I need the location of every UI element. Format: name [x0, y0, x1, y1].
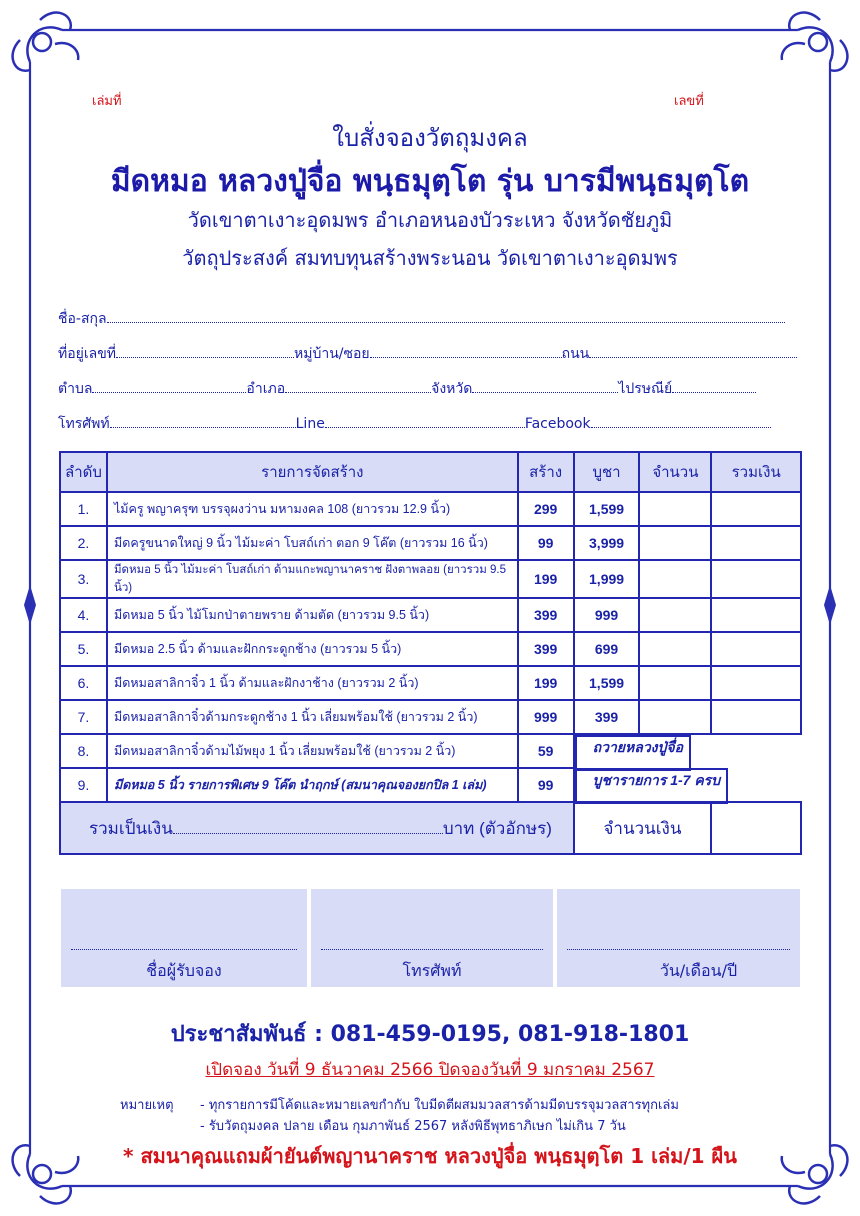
- row-made: 99: [518, 526, 574, 560]
- row-made: 59: [518, 734, 574, 768]
- phone-line: [321, 949, 543, 950]
- receiver-line: [71, 949, 297, 950]
- row-price: 999: [574, 598, 640, 632]
- row-made: 199: [518, 560, 574, 598]
- left-diamond-ornament: [24, 585, 36, 625]
- row-no: 3.: [60, 560, 107, 598]
- row-made: 199: [518, 666, 574, 700]
- line-input-line[interactable]: [325, 415, 525, 428]
- receiver-signature-box[interactable]: [61, 889, 307, 987]
- row-made: 399: [518, 598, 574, 632]
- row-qty-input[interactable]: [639, 632, 711, 666]
- header-price: บูชา: [574, 452, 640, 492]
- road-label: ถนน: [561, 346, 590, 362]
- row-price: 1,599: [574, 492, 640, 526]
- row-price: 3,999: [574, 526, 640, 560]
- purpose-line: วัตถุประสงค์ สมทบทุนสร้างพระนอน วัดเขาตาเงาะอุดมพร: [182, 246, 678, 270]
- row-qty-input[interactable]: [639, 492, 711, 526]
- row-item: มีดหมอ 5 นิ้ว ไม้มะค่า โบสถ์เก่า ด้ามแกะพญานาคราช ฝังตาพลอย (ยาวรวม 9.5 นิ้ว): [107, 560, 518, 598]
- header-total: รวมเงิน: [711, 452, 801, 492]
- phone-input-line[interactable]: [110, 415, 296, 428]
- row-price: 699: [574, 632, 640, 666]
- address-input-line[interactable]: [116, 345, 294, 358]
- name-field-row[interactable]: [58, 308, 803, 330]
- booking-dates: เปิดจอง วันที่ 9 ธันวาคม 2566 ปิดจองวันที่ 9 มกราคม 2567: [205, 1060, 655, 1080]
- note-label: หมายเหตุ: [120, 1098, 174, 1113]
- row-no: 1.: [60, 492, 107, 526]
- note-line-1: - ทุกรายการมีโค้ดและหมายเลขกำกับ ใบมีดตีผสมมวลสารด้ามมีดบรรจุมวลสารทุกเล่ม: [200, 1098, 679, 1113]
- row-total-input[interactable]: [711, 492, 801, 526]
- contact-numbers: ประชาสัมพันธ์ : 081-459-0195, 081-918-1801: [170, 1022, 690, 1047]
- table-row: [60, 768, 801, 802]
- total-text-cell[interactable]: [60, 802, 574, 854]
- total-text-line[interactable]: [173, 821, 443, 834]
- header-item: รายการจัดสร้าง: [107, 452, 518, 492]
- row-no: 6.: [60, 666, 107, 700]
- village-label: หมู่บ้าน/ซอย: [294, 346, 370, 362]
- table-header-row: [60, 452, 801, 492]
- row-total-input[interactable]: [711, 526, 801, 560]
- district-label: อำเภอ: [246, 381, 286, 397]
- receiver-label: ชื่อผู้รับจอง: [146, 961, 222, 980]
- row-no: 2.: [60, 526, 107, 560]
- row-total-input[interactable]: [711, 598, 801, 632]
- row-price: 1,999: [574, 560, 640, 598]
- table-row: [60, 632, 801, 666]
- row-made: 99: [518, 768, 574, 802]
- province-label: จังหวัด: [431, 381, 473, 397]
- date-line: [567, 949, 790, 950]
- address-field-row[interactable]: [58, 343, 803, 365]
- row-made: 399: [518, 632, 574, 666]
- corner-flourish-top-right: [782, 13, 848, 71]
- row-total-input[interactable]: [711, 632, 801, 666]
- postcode-label: ไปรษณีย์: [618, 381, 673, 397]
- road-input-line[interactable]: [589, 345, 797, 358]
- corner-flourish-top-left: [13, 13, 79, 71]
- form-title: ใบสั่งจองวัตถุมงคล: [332, 124, 528, 152]
- row-no: 8.: [60, 734, 107, 768]
- district-input-line[interactable]: [285, 380, 431, 393]
- row-item: มีดหมอ 5 นิ้ว ไม้โมกป่าตายพราย ด้ามตัด (ยาวรวม 9.5 นิ้ว): [107, 598, 518, 632]
- header-no: ลำดับ: [60, 452, 107, 492]
- row-item: มีดหมอสาลิกาจิ๋วด้ามกระดูกช้าง 1 นิ้ว เลี่ยมพร้อมใช้ (ยาวรวม 2 นิ้ว): [107, 700, 518, 734]
- book-number-label: เล่มที่: [92, 94, 122, 109]
- row-no: 5.: [60, 632, 107, 666]
- contact-field-row[interactable]: [58, 413, 803, 435]
- form-number-label: เลขที่: [674, 94, 704, 109]
- row-no: 4.: [60, 598, 107, 632]
- temple-address: วัดเขาตาเงาะอุดมพร อำเภอหนองบัวระเหว จังหวัดชัยภูมิ: [187, 208, 673, 232]
- phone-sig-label: โทรศัพท์: [402, 961, 462, 980]
- location-field-row[interactable]: [58, 378, 803, 400]
- row-item: มีดหมอสาลิกาจิ๋วด้ามไม้พยุง 1 นิ้ว เลี่ยมพร้อมใช้ (ยาวรวม 2 นิ้ว): [107, 734, 518, 768]
- facebook-label: Facebook: [524, 416, 591, 432]
- row-qty-input[interactable]: [639, 598, 711, 632]
- row-price: 1,599: [574, 666, 640, 700]
- form-subtitle: มีดหมอ หลวงปู่จื่อ พนฺธมุตฺโต รุ่น บารมีพนฺธมุตฺโต: [110, 164, 750, 199]
- facebook-input-line[interactable]: [591, 415, 771, 428]
- note-line-2: - รับวัตถุมงคล ปลาย เดือน กุมภาพันธ์ 2567 หลังพิธีพุทธาภิเษก ไม่เกิน 7 วัน: [200, 1119, 626, 1134]
- total-label: รวมเป็นเงิน: [89, 818, 173, 838]
- table-row: [60, 700, 801, 734]
- row-item: มีดหมอ 2.5 นิ้ว ด้ามและฝักกระดูกช้าง (ยาวรวม 5 นิ้ว): [107, 632, 518, 666]
- subdistrict-input-line[interactable]: [92, 380, 246, 393]
- row-qty-input[interactable]: [639, 560, 711, 598]
- amount-input[interactable]: [711, 802, 801, 854]
- row-made: 999: [518, 700, 574, 734]
- table-row: [60, 492, 801, 526]
- name-input-line[interactable]: [107, 310, 785, 323]
- row-offering-note: ถวายหลวงปู่จื่อ: [575, 735, 691, 771]
- province-input-line[interactable]: [472, 380, 618, 393]
- line-label: Line: [295, 416, 325, 432]
- bonus-gift-line: * สมนาคุณแถมผ้ายันต์พญานาคราช หลวงปู่จื่อ พนฺธมุตฺโต 1 เล่ม/1 ผืน: [123, 1144, 737, 1168]
- row-price: 399: [574, 700, 640, 734]
- phone-label: โทรศัพท์: [58, 416, 110, 432]
- row-no: 7.: [60, 700, 107, 734]
- name-label: ชื่อ-สกุล: [58, 311, 107, 327]
- row-total-input[interactable]: [711, 666, 801, 700]
- table-row: [60, 560, 801, 598]
- total-row: [60, 802, 801, 854]
- header-qty: จำนวน: [639, 452, 711, 492]
- table-row: [60, 666, 801, 700]
- header-made: สร้าง: [518, 452, 574, 492]
- right-diamond-ornament: [824, 585, 836, 625]
- postcode-input-line[interactable]: [672, 380, 756, 393]
- table-row: [60, 598, 801, 632]
- row-item: มีดหมอสาลิกาจิ๋ว 1 นิ้ว ด้ามและฝักงาช้าง (ยาวรวม 2 นิ้ว): [107, 666, 518, 700]
- row-made: 299: [518, 492, 574, 526]
- row-item: มีดหมอ 5 นิ้ว รายการพิเศษ 9 โค๊ต นำฤกษ์ (สมนาคุณจองยกปิล 1 เล่ม): [107, 768, 518, 802]
- total-suffix: บาท (ตัวอักษร): [442, 818, 552, 838]
- table-row: [60, 734, 801, 768]
- row-item: ไม้ครู พญาครุฑ บรรจุผงว่าน มหามงคล 108 (ยาวรวม 12.9 นิ้ว): [107, 492, 518, 526]
- date-signature-box[interactable]: [557, 889, 800, 987]
- date-label: วัน/เดือน/ปี: [659, 961, 738, 980]
- row-item: มีดครูขนาดใหญ่ 9 นิ้ว ไม้มะค่า โบสถ์เก่า ตอก 9 โค๊ต (ยาวรวม 16 นิ้ว): [107, 526, 518, 560]
- subdistrict-label: ตำบล: [58, 381, 93, 397]
- row-qty-input[interactable]: [639, 526, 711, 560]
- row-total-input[interactable]: [711, 560, 801, 598]
- phone-signature-box[interactable]: [311, 889, 553, 987]
- row-total-input[interactable]: [711, 700, 801, 734]
- row-qty-input[interactable]: [639, 700, 711, 734]
- order-items-table: [59, 451, 802, 855]
- address-label: ที่อยู่เลขที่: [58, 346, 117, 362]
- table-row: [60, 526, 801, 560]
- row-qty-input[interactable]: [639, 666, 711, 700]
- amount-label: จำนวนเงิน: [574, 802, 712, 854]
- village-input-line[interactable]: [370, 345, 562, 358]
- row-no: 9.: [60, 768, 107, 802]
- row-bonus-note: บูชารายการ 1-7 ครบ: [575, 768, 728, 804]
